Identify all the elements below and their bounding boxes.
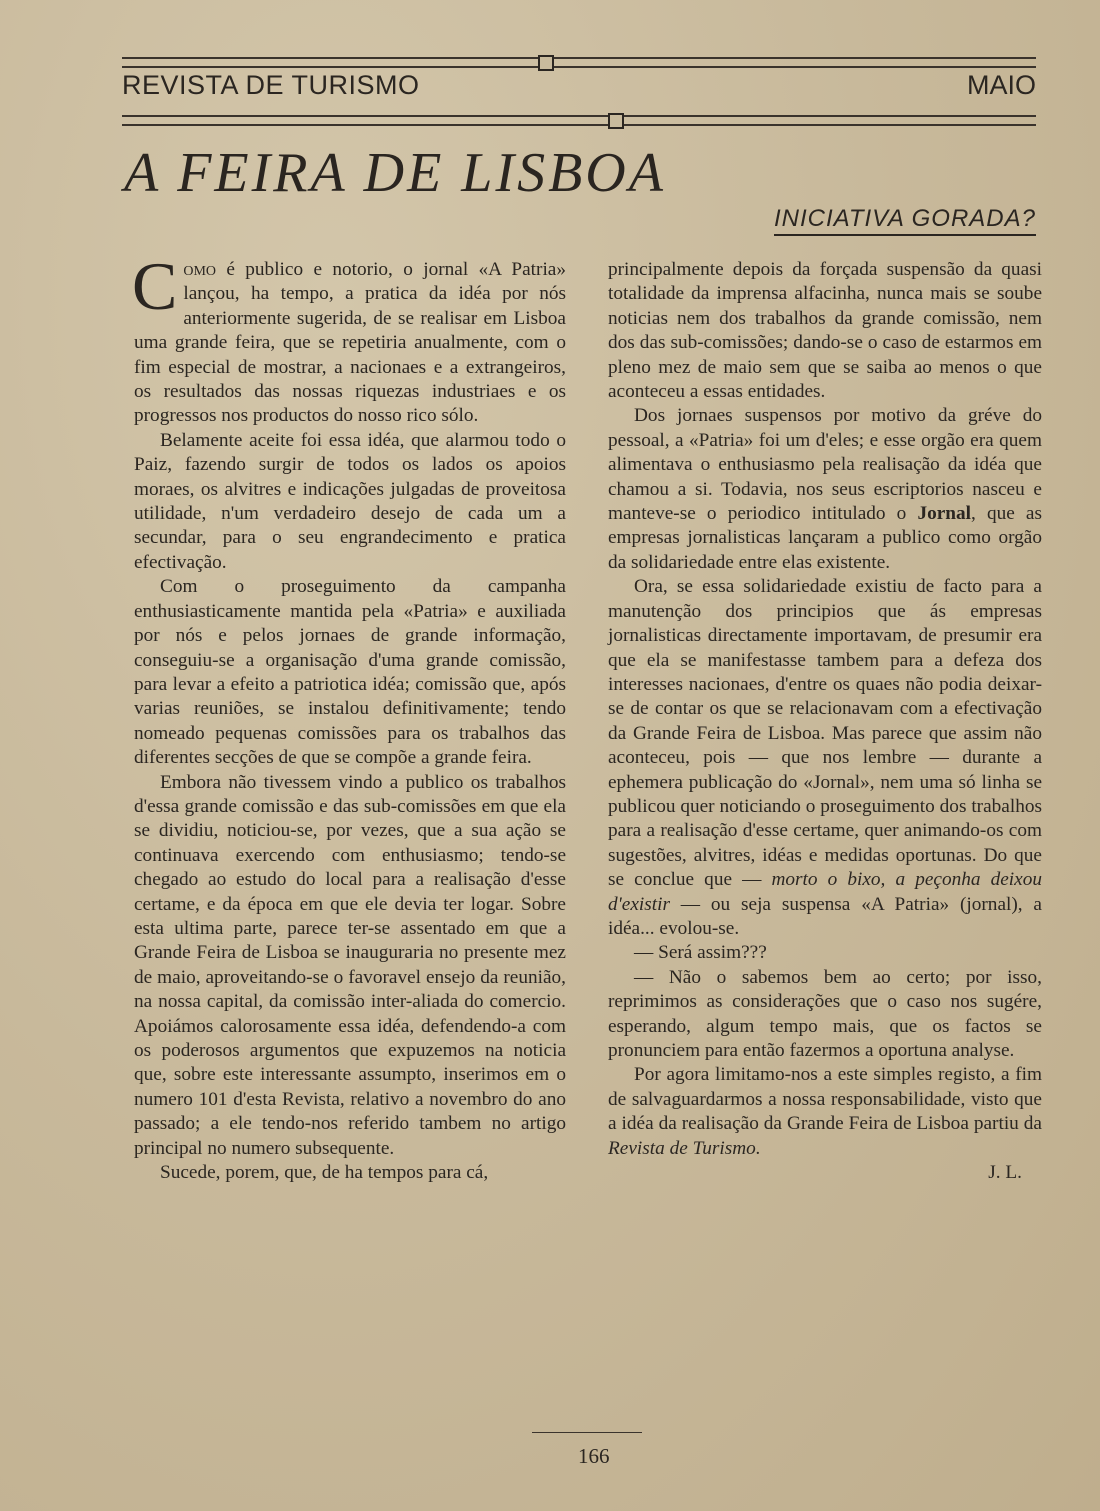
paragraph-8-text-b: — ou seja suspensa «A Patria» (jornal), a idéa... evolou-se. xyxy=(608,893,1042,939)
jornal-name: Jornal xyxy=(917,503,971,525)
page-number: 166 xyxy=(578,1444,610,1468)
left-column xyxy=(132,248,566,1185)
footer-rule xyxy=(532,1432,642,1433)
drop-cap: C xyxy=(132,248,178,324)
paragraph-11-text: Por agora limitamo-nos a este simples registo, a fim de salvaguardarmos a nossa responsabilidade, visto que a idéa da realisação da Grande Feira de Lisboa partiu da xyxy=(608,1064,1042,1135)
paragraph-1-text: é publico e notorio, o jornal «A Patria» lançou, ha tempo, a pratica da idéa por nós anteriormente sugerida, de se realisar em Lisboa uma grande feira, que se repetiria anualmente, com o fim especial de mostrar, a nacionaes e a extrangeiros, os resultados das nossas riquezas industriaes e os progressos nos productos do nosso rico sólo. xyxy=(134,259,566,427)
paragraph-7-text-b: , que as empresas jornalisticas lançaram a publico como orgão da solidariedade entre elas existente. xyxy=(608,503,1042,573)
header-ornament-square-2 xyxy=(608,113,624,129)
paragraph-7-text-a: Dos jornaes suspensos por motivo da gréve do pessoal, a «Patria» foi um d'eles; e esse orgão era quem alimentava o enthusiasmo pela realisação da idéa que chamou a si. Todavia, nos seus escriptorios nasceu e manteve-se o periodico intitulado o xyxy=(608,405,1042,525)
paragraph-4: Embora não tivessem vindo a publico os trabalhos d'essa grande comissão e das sub-comissões em que ela se dividiu, noticiou-se, por vezes, que a sua ação se continuava exercendo com enthusiasmo; tendo-se chegado ao estudo do local para a realisação d'esse certame, e da época em que ele devia ter logar. Sobre esta ultima parte, parece ter-se assentado em que a Grande Feira de Lisboa se inauguraria no presente mez de maio, aproveitando-se o favoravel ensejo da reunião, na nossa capital, da comissão inter-aliada do comercio. Apoiámos calorosamente essa idéa, defendendo-a com os poderosos argumentos que expuzemos na noticia que, sobre este interessante assumpto, inserimos em o numero 101 d'esta Revista, relativo a novembro do ano passado; a ele tendo-nos referido tambem no artigo principal no numero subsequente. xyxy=(134,771,566,1159)
paragraph-6: principalmente depois da forçada suspensão da quasi totalidade da imprensa alfacinha, nunca mais se soube noticias nem dos trabalhos da grande comissão, nem dos das sub-comissões; dando-se o caso de estarmos em pleno mez de maio sem que se saiba ao menos o que aconteceu a essas entidades. xyxy=(608,259,1042,403)
author-signature: J. L. xyxy=(988,1162,1022,1184)
revista-name-italic: Revista de Turismo. xyxy=(608,1137,761,1159)
magazine-title: REVISTA DE TURISMO xyxy=(122,70,420,100)
proverb-italic: morto o bixo, a peçonha deixou d'existir xyxy=(608,869,1042,915)
article-subtitle: INICIATIVA GORADA? xyxy=(774,205,1036,236)
header-bottom-rule xyxy=(122,115,1036,126)
header-ornament-square xyxy=(538,55,554,71)
paragraph-11 xyxy=(608,1063,1042,1161)
header-top-rule xyxy=(122,57,1036,68)
paragraph-10: — Não o sabemos bem ao certo; por isso, reprimimos as considerações que o caso nos sugére, esperando, algum tempo mais, que os factos se pronunciem para então fazermos a oportuna analyse. xyxy=(608,966,1042,1061)
opening-small-caps: omo xyxy=(183,259,217,280)
article-title: A FEIRA DE LISBOA xyxy=(124,142,666,204)
right-column xyxy=(608,258,1042,1185)
paragraph-8-text-a: Ora, se essa solidariedade existiu de facto para a manutenção dos principios que ás empresas jornalisticas directamente importavam, de presumir era que ela se manifestasse tambem para a defeza dos interesses nacionaes, d'entre os quaes não podia deixar-se de contar os que se relacionavam com a efectivação da Grande Feira de Lisboa. Mas parece que assim não aconteceu, pois — que nos lembre — durante a ephemera publicação do «Jornal», nem uma só linha se publicou quer noticiando o proseguimento dos trabalhos para a realisação d'esse certame, quer animando-os com sugestões, alvitres, idéas e medidas oportunas. Do que se conclue que — xyxy=(608,576,1042,891)
paragraph-9: — Será assim??? xyxy=(634,942,767,964)
paragraph-8 xyxy=(608,575,1042,941)
issue-month: MAIO xyxy=(966,70,1036,100)
paragraph-3: Com o proseguimento da campanha enthusiasticamente mantida pela «Patria» e auxiliada por nós e pelos jornaes de grande informação, conseguiu-se a organisação d'uma grande comissão, para levar a efeito a patriotica idéa; comissão que, após varias reuniões, se instalou definitivamente; tendo nomeado pequenas comissões para os trabalhos das diferentes secções de que se compõe a grande feira. xyxy=(134,576,566,769)
paragraph-1 xyxy=(132,248,566,429)
paragraph-2: Belamente aceite foi essa idéa, que alarmou todo o Paiz, fazendo surgir de todos os lados os apoios moraes, os alvitres e indicações julgadas de proveitosa utilidade, n'um verdadeiro desejo de cada um a secundar, para o seu engrandecimento e pratica efectivação. xyxy=(134,429,566,573)
paragraph-5: Sucede, porem, que, de ha tempos para cá, xyxy=(160,1162,489,1184)
paragraph-7 xyxy=(608,404,1042,575)
